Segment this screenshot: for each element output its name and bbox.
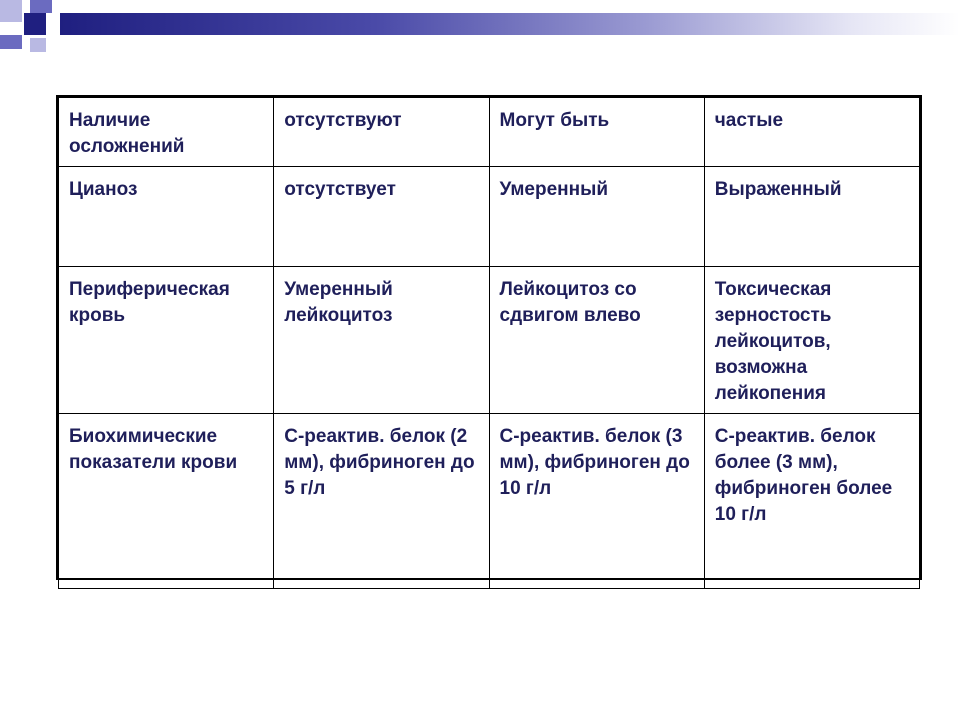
table-cell: Могут быть (489, 98, 704, 167)
table-cell: отсутствуют (274, 98, 489, 167)
table-row (59, 98, 920, 167)
table-cell: Цианоз (59, 167, 274, 267)
table (58, 97, 920, 589)
table-cell: Умеренный лейкоцитоз (274, 267, 489, 414)
table-row (59, 167, 920, 267)
comparison-table (56, 95, 922, 580)
table-cell: С-реактив. белок (2 мм), фибриноген до 5 г/л (274, 414, 489, 589)
table-cell: Выраженный (704, 167, 919, 267)
decor-square-bottom (30, 38, 46, 52)
table-cell: Токсическая зерностость лейкоцитов, возможна лейкопения (704, 267, 919, 414)
table-cell: Биохимические показатели крови (59, 414, 274, 589)
table-cell: Умеренный (489, 167, 704, 267)
table-row (59, 414, 920, 589)
header-gradient-bar (60, 13, 960, 35)
table-row (59, 267, 920, 414)
table-cell: Периферическая кровь (59, 267, 274, 414)
decor-square-top-left (0, 0, 22, 22)
table-cell: С-реактив. белок более (3 мм), фибриноген более 10 г/л (704, 414, 919, 589)
table-cell: Лейкоцитоз со сдвигом влево (489, 267, 704, 414)
table-cell: отсутствует (274, 167, 489, 267)
decor-square-top (30, 0, 52, 13)
decor-square-mid (24, 13, 46, 35)
table-cell: частые (704, 98, 919, 167)
table-cell: С-реактив. белок (3 мм), фибриноген до 10 г/л (489, 414, 704, 589)
decor-square-left (0, 35, 22, 49)
table-cell: Наличие осложнений (59, 98, 274, 167)
